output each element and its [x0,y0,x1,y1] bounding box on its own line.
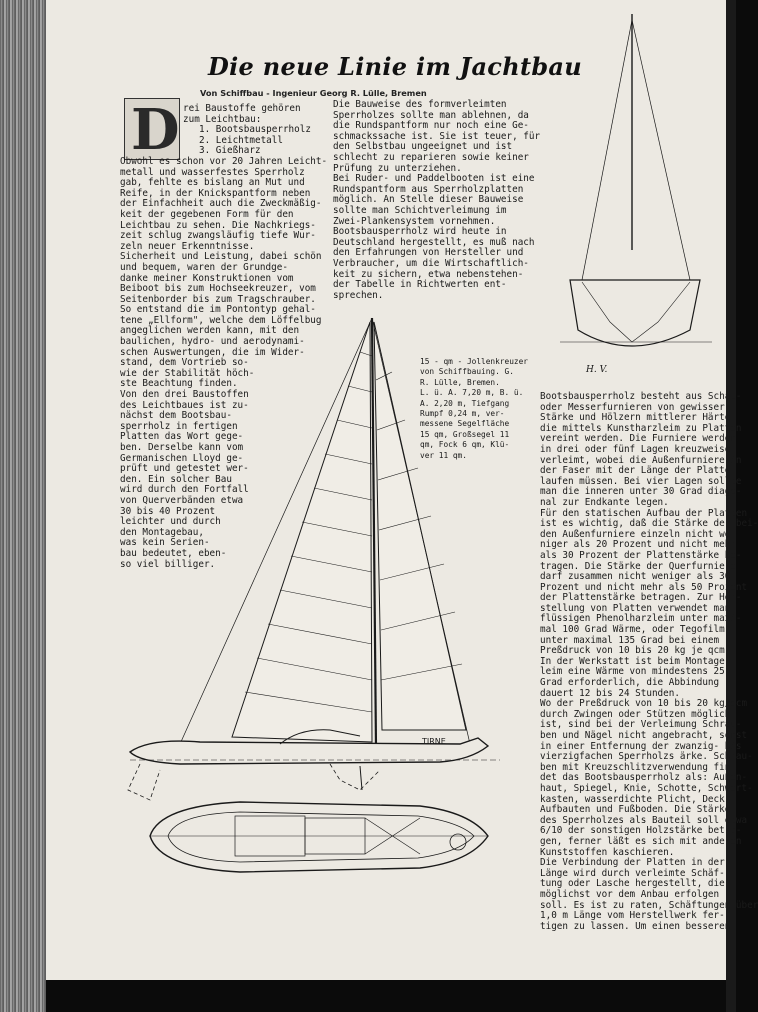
right-column-line: Kunststoffen kaschieren. [540,846,675,858]
right-column-line: in einer Entfernung der zwanzig- bis [540,740,742,752]
middle-column-line: den Erfahrungen von Hersteller und [333,247,524,259]
boat-name-label: TIRNE [422,737,446,746]
right-column-line: 1,0 m Länge vom Herstellwerk fer- [540,910,725,922]
right-column-line: mal 100 Grad Wärme, oder Tegofilm [540,624,725,636]
caption-line: R. Lülle, Bremen. [420,377,500,387]
shroud-right [632,20,690,280]
left-column-line: Reife, in der Knickspantform neben [120,187,311,199]
right-column-line: Preßdruck von 10 bis 20 kg je qcm. [540,645,731,657]
article-byline: Von Schiffbau - Ingenieur Georg R. Lülle, Bremen [200,88,427,98]
right-column-line: verleimt, wobei die Außenfurniere in [540,454,742,466]
left-column-line: 2. Leichtmetall [199,134,283,146]
left-column-line: Obwohl es schon vor 20 Jahren Leicht- [120,155,328,167]
left-column-line: 1. Bootsbausperrholz [199,124,311,136]
left-column-line: Germanischen Lloyd ge- [120,452,244,464]
middle-column-line: Verbraucher, um die Wirtschaftlich- [333,257,529,269]
right-column-line: gen, ferner läßt es sich mit anderen [540,835,742,847]
left-column-line: keit der gegebenen Form für den [120,208,294,220]
right-column-line: leim eine Wärme von mindestens 25 [540,666,725,678]
left-column-line: leichter und durch [120,516,221,528]
left-column-line: tene „Ellform", welche dem Löffelbug [120,314,322,326]
left-column-line: Beiboot bis zum Hochseekreuzer, vom [120,283,316,295]
right-column-line: kasten, wasserdichte Plicht, Deck, [540,793,731,805]
left-column-line: 3. Gießharz [199,145,261,157]
left-column-line: metall und wasserfestes Sperrholz [120,166,305,178]
right-column-line: Grad erforderlich, die Abbindung [540,677,720,689]
caption-line: Rumpf 0,24 m, ver- [420,409,505,419]
right-column-line: des Sperrholzes als Bauteil soll etwa [540,814,748,826]
left-column-line: so viel billiger. [120,558,216,570]
caption-line: 15 qm, Großsegel 11 [420,429,510,439]
middle-column-line: Bootsbausperrholz wird heute in [333,226,507,238]
left-column-line: von Querverbänden etwa [120,494,244,506]
hull-section [570,280,700,346]
caption-line: qm, Fock 6 qm, Klü- [420,440,510,450]
right-column-line: in drei oder fünf Lagen kreuzweise [540,443,731,455]
right-column-line: 6/10 der sonstigen Holzstärke betra- [540,825,742,837]
left-column-line: den Montagebau, [120,526,204,538]
caption-line: 15 - qm - Jollenkreuzer [420,357,528,366]
middle-column-line: sprechen. [333,289,384,301]
right-column-line: ist es wichtig, daß die Stärke der bei- [540,518,758,530]
left-column-line: prüft und getestet wer- [120,463,249,475]
right-column-line: tigen zu lassen. Um einen besseren [540,920,731,932]
left-column-line: 30 bis 40 Prozent [120,505,216,517]
right-column-line: In der Werkstatt ist beim Montage- [540,655,731,667]
right-column-line: die mittels Kunstharzleim zu Platten [540,422,742,434]
left-column-line: sperrholz in fertigen [120,420,238,432]
middle-column-line: Sperrholzes sollte man ablehnen, da [333,109,529,121]
caption-line: von Schiffbauing. G. [420,367,514,377]
left-column-line: ben. Derselbe kann vom [120,442,244,453]
right-column-line: dauert 12 bis 24 Stunden. [540,687,680,699]
middle-column-line: sollte man Schichtverleimung im [333,204,507,216]
caption-line: ver 11 qm. [420,450,467,460]
right-column-line: darf zusammen nicht weniger als 30 [540,571,731,583]
article-title: Die neue Linie im Jachtbau [208,52,583,81]
right-column-line: Stärke und Hölzern mittlerer Härte, [540,412,736,424]
right-column-line: det das Bootsbausperrholz als: Außen- [540,772,748,784]
left-column-line: Von den drei Baustoffen [120,389,249,401]
centreboard-dashed [330,764,380,790]
left-column-line: rei Baustoffe gehören [183,103,301,114]
shroud-left [582,20,632,280]
right-column-line: vereint werden. Die Furniere werden [540,433,736,445]
right-column-line: durch Zwingen oder Stützen möglich [540,708,731,720]
section-marks-label: H. V. [586,365,608,375]
right-column-line: Für den statischen Aufbau der Platten [540,507,748,519]
right-column-line: oder Messerfurnieren von gewisser [540,401,725,413]
right-column-line: als 30 Prozent der Plattenstärke be- [540,549,742,561]
caption-line: A. 2,20 m, Tiefgang [420,398,510,408]
left-column-line: stand, dem Vortrieb so- [120,357,249,369]
left-column-line: und bequem, waren der Grundge- [120,261,288,273]
middle-column-line: Zwei-Plankensystem vornehmen. [333,215,496,227]
left-column-line: was kein Serien- [120,537,210,549]
middle-column-line: schlecht zu reparieren sowie keiner [333,151,529,163]
middle-column-line: schmackssache ist. Sie ist teuer, für [333,130,541,142]
caption-line: messene Segelfläche [420,419,510,429]
middle-column-line: Deutschland hergestellt, es muß nach [333,236,535,248]
keel-line [360,766,362,790]
left-column-line: bau bedeutet, eben- [120,547,227,559]
middle-column-line: keit zu sichern, etwa nebenstehen- [333,268,524,280]
left-column-line: Seitenborder bis zum Tragschrauber. [120,293,316,305]
middle-column-line: der Tabelle in Richtwerten ent- [333,279,507,291]
initial-letter: D [131,97,180,163]
right-column-line: vierzigfachen Sperrholzs ärke. Schrau- [540,751,753,763]
section-drawing [560,14,712,375]
middle-column-line: die Rundspantform nur noch eine Ge- [333,120,529,132]
left-column-line: Platten das Wort gege- [120,431,244,443]
right-column-line: tung oder Lasche hergestellt, die [540,878,725,890]
deck-plan-drawing [150,802,488,872]
right-column-line: der Faser mit der Länge der Platte [540,465,731,477]
right-column-line: laufen müssen. Bei vier Lagen sollte [540,475,742,487]
right-column-line: niger als 20 Prozent und nicht mehr [540,539,736,551]
right-column-line: möglichst vor dem Anbau erfolgen [540,888,720,900]
right-column-line: haut, Spiegel, Knie, Schotte, Schwert- [540,782,753,794]
right-column-line: ben und Nägel nicht angebracht, sonst [540,730,748,741]
right-column-line: Prozent und nicht mehr als 50 Prozent [540,581,748,593]
right-column-line: unter maximal 135 Grad bei einem [540,634,720,646]
middle-column-line: den Selbstbau ungeeignet und ist [333,141,513,153]
left-column-line: der Einfachheit auch die Zweckmäßig- [120,198,322,210]
right-column-line: flüssigen Phenolharzleim unter maxi- [540,613,742,625]
left-column-line: gab, fehlte es bislang an Mut und [120,177,305,189]
left-column-line: Leichtbau zu sehen. Die Nachkriegs- [120,219,316,231]
left-column-line: zeit schlug zwangsläufig tiefe Wur- [120,230,316,242]
right-column-line: Länge wird durch verleimte Schäf- [540,867,725,879]
right-column-line: ben mit Kreuzschlitzverwendung fin- [540,761,736,773]
caption-line: L. ü. A. 7,20 m, B. ü. [420,388,524,398]
left-column-line: zum Leichtbau: [183,113,262,125]
right-column-line: der Plattenstärke betragen. Zur Her- [540,592,742,604]
left-column-line: So entstand die im Pontontyp gehal- [120,304,316,316]
left-column-line: danke meiner Konstruktionen vom [120,272,294,284]
left-column-line: wird durch den Fortfall [120,484,249,496]
left-column-line: des Leichtbaues ist zu- [120,399,249,411]
middle-column-line: möglich. An Stelle dieser Bauweise [333,194,524,206]
left-column-line: den. Ein solcher Bau [120,473,232,485]
left-column-line: angeglichen werden kann, mit den [120,325,300,337]
left-column-line: baulichen, hydro- und aerodynami- [120,336,305,348]
middle-column-line: Bei Ruder- und Paddelbooten ist eine [333,173,535,185]
middle-column-line: Prüfung zu unterziehen. [333,162,462,174]
right-column-line: tragen. Die Stärke der Querfurniere [540,560,736,572]
left-column-line: Sicherheit und Leistung, dabei schön [120,251,322,263]
right-column-line: Aufbauten und Fußboden. Die Stärke [540,804,731,816]
right-column-line: stellung von Platten verwendet man [540,602,731,614]
left-column-line: ste Beachtung finden. [120,378,238,390]
right-column-line: man die inneren unter 30 Grad diago- [540,486,742,498]
rudder-dashed [128,764,160,800]
deck-outline [150,802,488,872]
right-column-line: Die Verbindung der Platten in der [540,857,725,869]
left-column-line: nächst dem Bootsbau- [120,410,232,422]
right-column-line: Bootsbausperrholz besteht aus Schäl- [540,391,742,402]
left-column-line: schen Auswertungen, die im Wider- [120,346,305,358]
middle-column-line: Rundspantform aus Sperrholzplatten [333,183,524,195]
right-column-line: den Außenfurniere einzeln nicht we- [540,528,736,540]
right-column-line: Wo der Preßdruck von 10 bis 20 kg/qcm [540,698,748,710]
middle-column-line: Die Bauweise des formverleimten [333,99,507,110]
left-column-line: wie der Stabilität höch- [120,367,255,379]
left-column-line: zeln neuer Erkenntnisse. [120,240,255,252]
right-column-line: ist, sind bei der Verleimung Schrau- [540,719,742,731]
right-column-line: soll. Es ist zu raten, Schäftungen über [540,899,758,911]
right-column-line: nal zur Endkante legen. [540,496,669,508]
sail-plan-drawing [128,318,500,800]
